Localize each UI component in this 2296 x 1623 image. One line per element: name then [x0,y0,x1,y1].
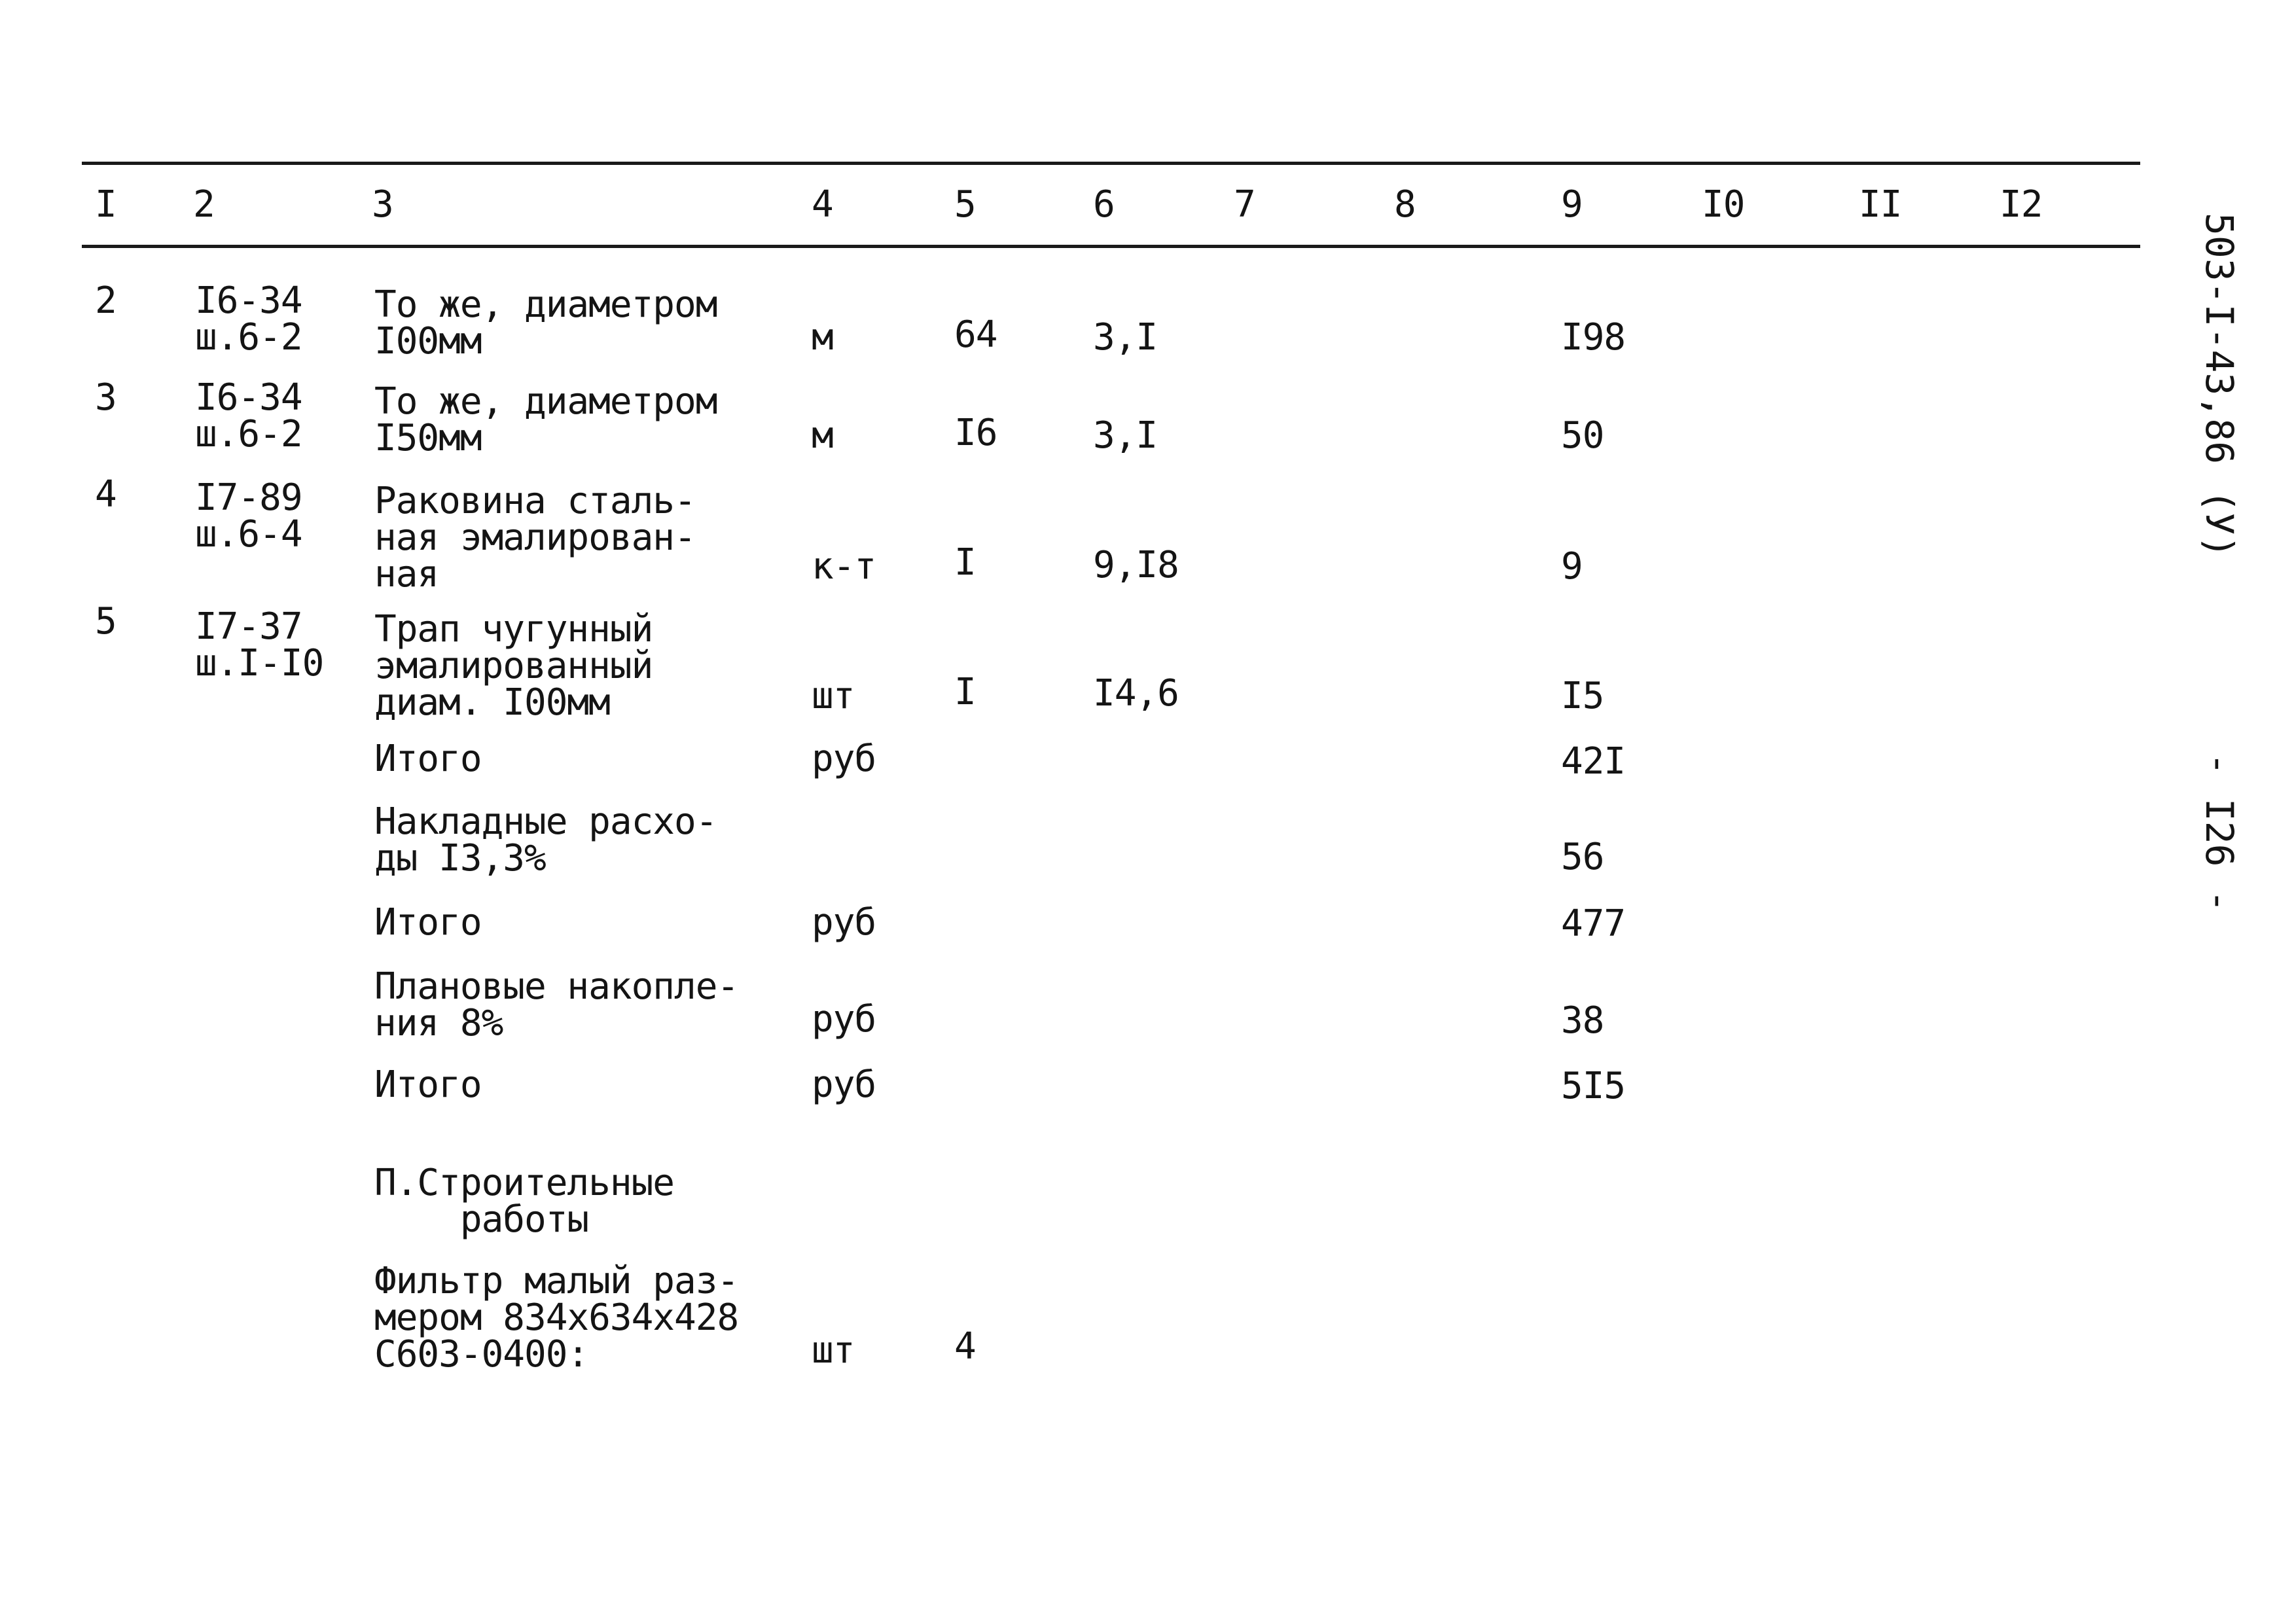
unit: руб [812,998,876,1041]
header-col-2: 2 [193,183,215,226]
unit: руб [812,738,876,780]
section-title: П.Строительные работы [374,1162,675,1241]
item-description: Итого [374,1063,482,1106]
item-description: Итого [374,738,482,780]
unit-price: 9,I8 [1093,544,1179,586]
item-description: Плановые накопле- ния 8% [374,965,739,1044]
total-cost: I5 [1561,675,1604,717]
header-col-12: I2 [2000,183,2043,226]
unit: шт [812,675,855,717]
unit: шт [812,1329,855,1372]
row-number: 5 [95,600,117,643]
total-cost: I98 [1561,316,1626,359]
unit: м [812,414,833,457]
header-col-7: 7 [1234,183,1255,226]
quantity: I [954,541,976,584]
quantity: I6 [954,412,997,454]
table-top-rule [82,162,2140,165]
norm-code: I6-34 ш.6-2 [195,376,302,455]
document-code: 503-I-43,86 [2197,213,2242,465]
item-description: Итого [374,901,482,944]
header-col-8: 8 [1394,183,1416,226]
header-col-10: I0 [1702,183,1745,226]
row-number: 4 [95,473,117,516]
header-col-4: 4 [812,183,833,226]
unit: к-т [812,545,876,588]
unit-price: I4,6 [1093,672,1179,715]
header-bottom-rule [82,245,2140,248]
page-number: - I26 - [2197,753,2242,913]
total-cost: 38 [1561,999,1604,1042]
quantity: 64 [954,313,997,356]
item-description: Фильтр малый раз- мером 834х634х428 С603-0400: [374,1260,739,1376]
norm-code: I6-34 ш.6-2 [195,279,302,359]
unit: м [812,316,833,359]
quantity: I [954,671,976,713]
unit-price: 3,I [1093,414,1158,457]
header-col-9: 9 [1561,183,1583,226]
item-description: То же, диаметром I00мм [374,283,717,363]
quantity: 4 [954,1325,976,1368]
total-cost: 56 [1561,836,1604,878]
norm-code: I7-89 ш.6-4 [195,476,302,556]
unit-price: 3,I [1093,316,1158,359]
total-cost: 42I [1561,740,1626,783]
header-col-3: 3 [372,183,393,226]
total-cost: 477 [1561,902,1626,945]
total-cost: 50 [1561,414,1604,457]
volume-label: (У) [2197,490,2242,558]
unit: руб [812,901,876,944]
item-description: Трап чугунный эмалированный диам. I00мм [374,608,653,724]
item-description: Накладные расхо- ды I3,3% [374,800,717,880]
item-description: Раковина сталь- ная эмалирован- ная [374,480,696,596]
row-number: 2 [95,279,117,322]
total-cost: 5I5 [1561,1065,1626,1107]
total-cost: 9 [1561,545,1583,588]
item-description: То же, диаметром I50мм [374,380,717,459]
header-col-5: 5 [954,183,976,226]
norm-code: I7-37 ш.I-I0 [195,605,324,685]
unit: руб [812,1063,876,1106]
header-col-6: 6 [1093,183,1115,226]
header-col-11: II [1859,183,1902,226]
header-col-1: I [95,183,117,226]
row-number: 3 [95,376,117,419]
